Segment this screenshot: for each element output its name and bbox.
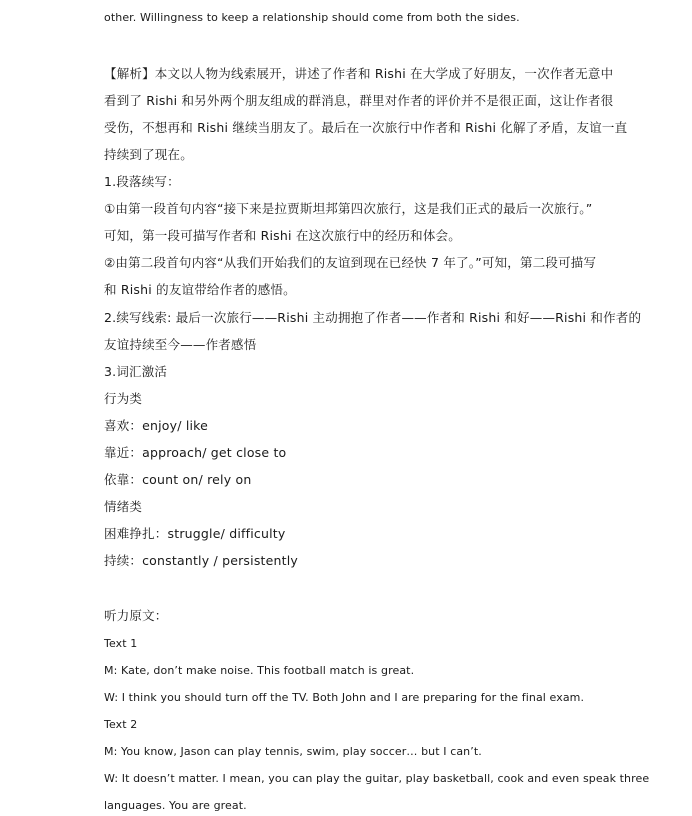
dialogue-line: languages. You are great. [104,799,247,812]
section-line: 可知，第一段可描写作者和 Rishi 在这次旅行中的经历和体会。 [104,228,461,243]
vocab-category: 行为类 [104,391,143,406]
section-heading: 1.段落续写： [104,174,180,189]
dialogue-line: W: I think you should turn off the TV. Both John and I are preparing for the final exam. [104,691,585,704]
dialogue-line: W: It doesn’t matter. I mean, you can play the guitar, play basketball, cook and even speak three [104,772,650,785]
passage-ending: other. Willingness to keep a relationship should come from both the sides. [104,11,520,24]
text-label: Text 2 [104,718,138,731]
vocab-category: 情绪类 [104,499,143,514]
vocab-item: 困难挣扎：struggle/ difficulty [104,526,286,541]
section-heading: 3.词汇激活 [104,364,168,379]
dialogue-line: M: You know, Jason can play tennis, swim, play soccer… but I can’t. [104,745,482,758]
section-line: 2.续写线索: 最后一次旅行——Rishi 主动拥抱了作者——作者和 Rishi 和好——Rishi 和作者的 [104,310,642,325]
section-line: 友谊持续至今——作者感悟 [104,337,257,352]
vocab-item: 依靠：count on/ rely on [104,472,252,487]
vocab-item: 持续：constantly / persistently [104,553,299,568]
section-line: 和 Rishi 的友谊带给作者的感悟。 [104,282,296,297]
section-line: ①由第一段首句内容“接下来是拉贾斯坦邦第四次旅行，这是我们正式的最后一次旅行。” [104,201,593,216]
analysis-line: 【解析】本文以人物为线索展开，讲述了作者和 Rishi 在大学成了好朋友，一次作者无意中 [104,66,614,81]
listening-heading: 听力原文： [104,608,168,623]
section-line: ②由第二段首句内容“从我们开始我们的友谊到现在已经快 7 年了。”可知，第二段可描写 [104,255,597,270]
analysis-line: 持续到了现在。 [104,147,193,162]
analysis-line: 看到了 Rishi 和另外两个朋友组成的群消息，群里对作者的评价并不是很正面，这让作者很 [104,93,614,108]
text-label: Text 1 [104,637,138,650]
vocab-item: 喜欢：enjoy/ like [104,418,209,433]
dialogue-line: M: Kate, don’t make noise. This football match is great. [104,664,415,677]
analysis-line: 受伤，不想再和 Rishi 继续当朋友了。最后在一次旅行中作者和 Rishi 化解了矛盾，友谊一直 [104,120,628,135]
vocab-item: 靠近：approach/ get close to [104,445,287,460]
